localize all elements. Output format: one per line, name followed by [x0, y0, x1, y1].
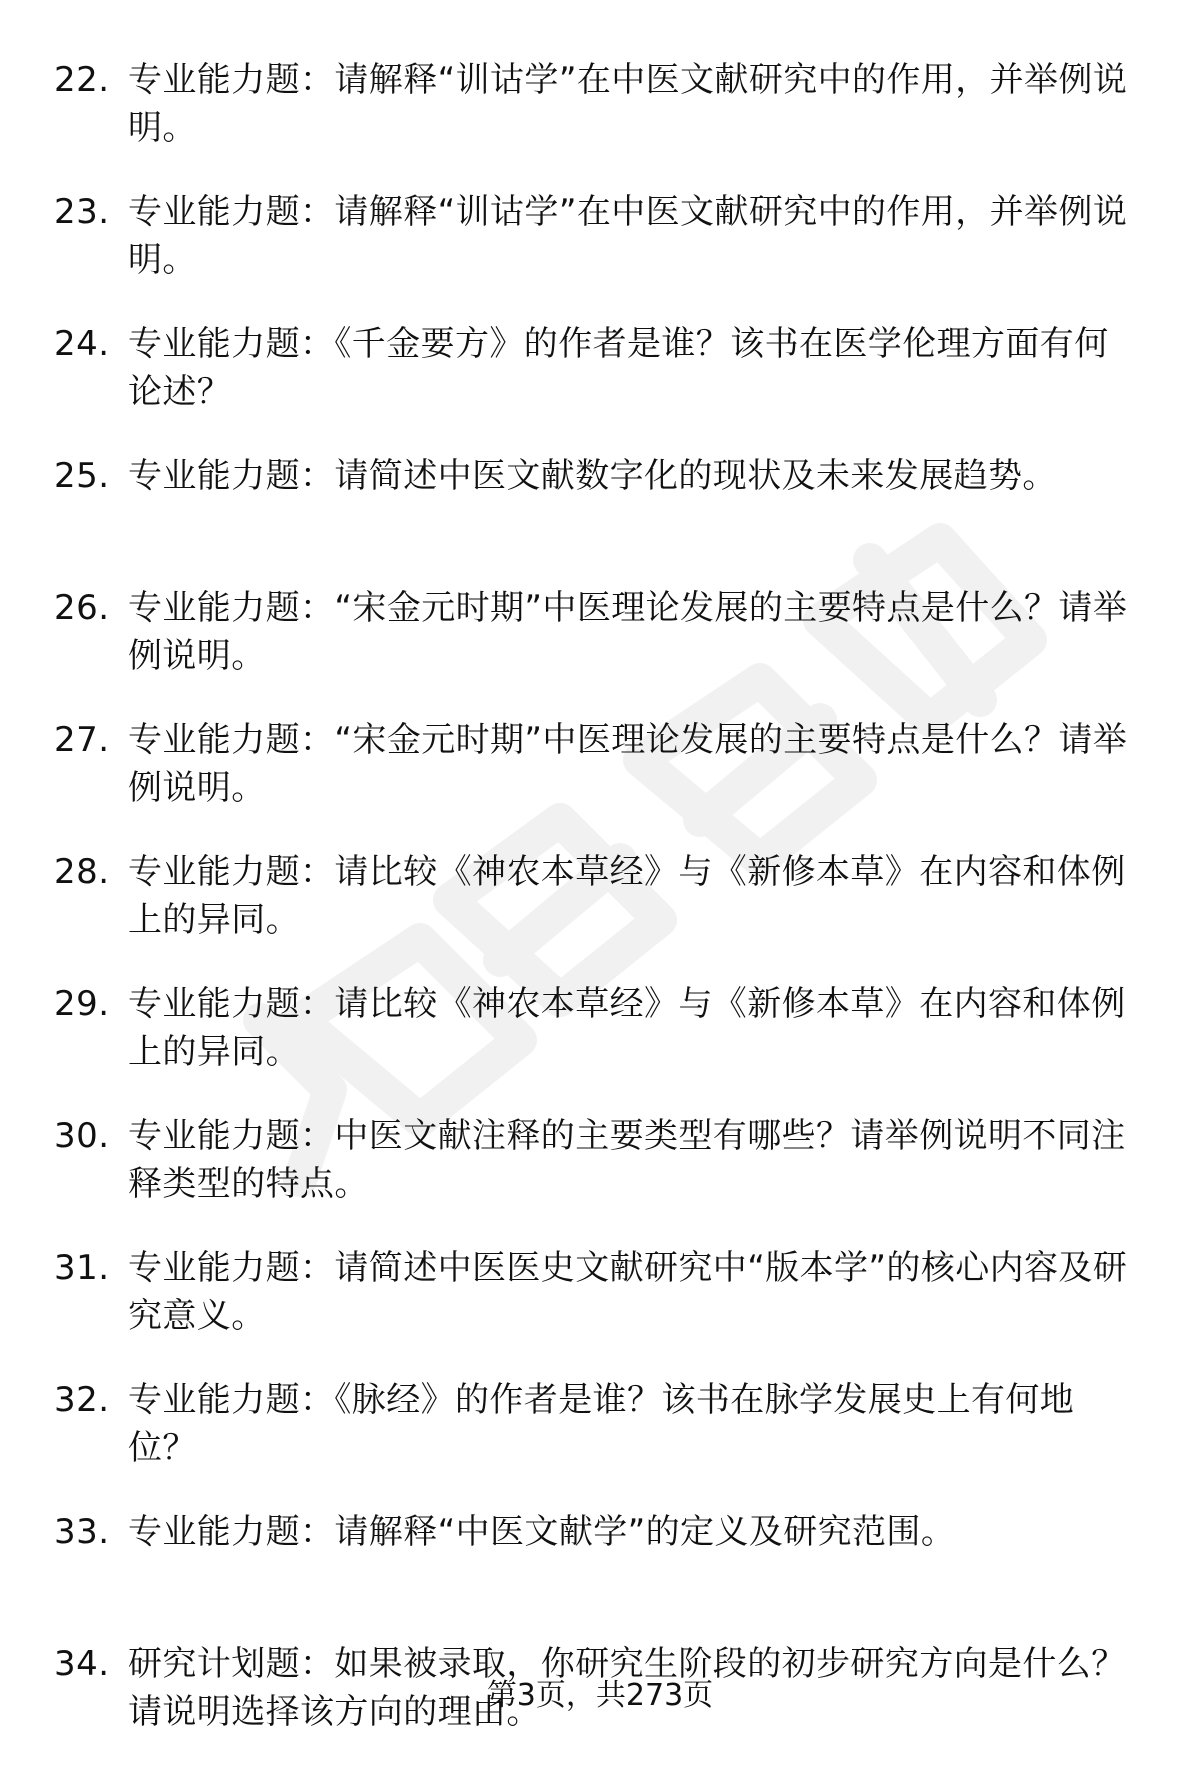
question-item: [0, 1508, 1200, 1640]
question-number: 32.: [54, 1380, 110, 1420]
question-number: 28.: [54, 852, 110, 892]
question-item: [0, 980, 1200, 1112]
question-item: [0, 188, 1200, 320]
question-item: [0, 716, 1200, 848]
question-item: [0, 1112, 1200, 1244]
question-number: 34.: [54, 1644, 110, 1684]
question-text: 专业能力题：“宋金元时期”中医理论发展的主要特点是什么？请举例说明。: [128, 588, 1128, 676]
question-item: [0, 584, 1200, 716]
question-number: 31.: [54, 1248, 110, 1288]
question-list: [0, 56, 1200, 1772]
question-number: 24.: [54, 324, 110, 364]
question-number: 25.: [54, 456, 110, 496]
question-item: [0, 452, 1200, 584]
question-text: 专业能力题：“宋金元时期”中医理论发展的主要特点是什么？请举例说明。: [128, 720, 1128, 808]
question-text: 专业能力题：《脉经》的作者是谁？该书在脉学发展史上有何地位？: [128, 1380, 1075, 1468]
question-text: 专业能力题：请比较《神农本草经》与《新修本草》在内容和体例上的异同。: [128, 852, 1126, 940]
question-item: [0, 1244, 1200, 1376]
question-number: 23.: [54, 192, 110, 232]
question-item: [0, 848, 1200, 980]
question-text: 专业能力题：请解释“训诂学”在中医文献研究中的作用，并举例说明。: [128, 60, 1128, 148]
page-number: 第3页，共273页: [486, 1678, 714, 1713]
question-number: 30.: [54, 1116, 110, 1156]
question-number: 27.: [54, 720, 110, 760]
question-number: 26.: [54, 588, 110, 628]
question-item: [0, 1376, 1200, 1508]
question-number: 33.: [54, 1512, 110, 1552]
question-item: [0, 56, 1200, 188]
question-item: [0, 320, 1200, 452]
question-number: 29.: [54, 984, 110, 1024]
question-number: 22.: [54, 60, 110, 100]
question-text: 专业能力题：请解释“中医文献学”的定义及研究范围。: [128, 1512, 956, 1552]
question-text: 专业能力题：请比较《神农本草经》与《新修本草》在内容和体例上的异同。: [128, 984, 1126, 1072]
question-text: 专业能力题：中医文献注释的主要类型有哪些？请举例说明不同注释类型的特点。: [128, 1116, 1126, 1204]
question-text: 研究计划题：如果被录取，你研究生阶段的初步研究方向是什么？请说明选择该方向的理由。: [128, 1644, 1126, 1732]
question-text: 专业能力题：请简述中医医史文献研究中“版本学”的核心内容及研究意义。: [128, 1248, 1128, 1336]
question-text: 专业能力题：请简述中医文献数字化的现状及未来发展趋势。: [128, 456, 1057, 496]
question-text: 专业能力题：请解释“训诂学”在中医文献研究中的作用，并举例说明。: [128, 192, 1128, 280]
question-text: 专业能力题：《千金要方》的作者是谁？该书在医学伦理方面有何论述？: [128, 324, 1109, 412]
